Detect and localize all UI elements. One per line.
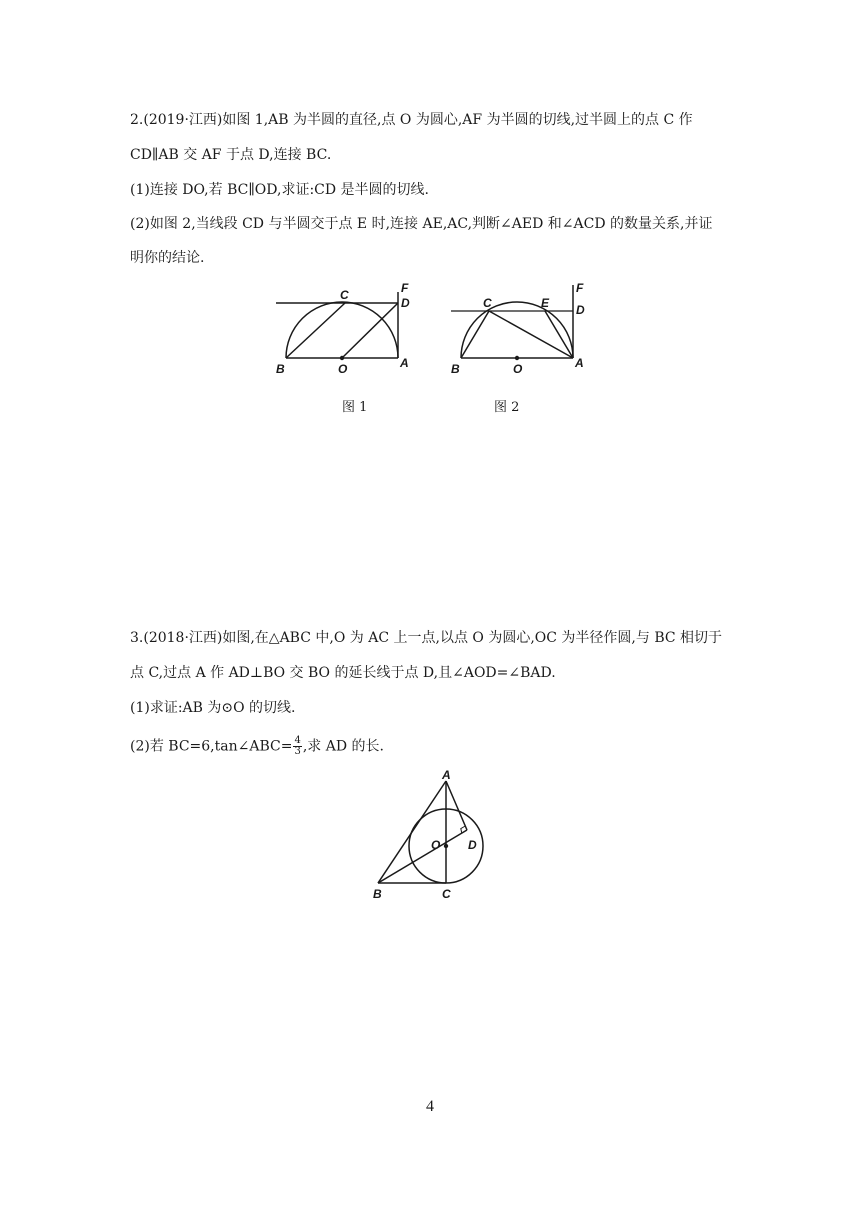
p2-part2-a: (2)如图 2,当线段 CD 与半圆交于点 E 时,连接 AE,AC,判断∠AED 和∠ACD 的数量关系,并证 [130, 216, 713, 232]
p2-line1: 2.(2019·江西)如图 1,AB 为半圆的直径,点 O 为圆心,AF 为半圆的切线,过半圆上的点 C 作 [130, 112, 693, 128]
label-o: O [513, 362, 523, 376]
label-b: B [373, 887, 382, 901]
semicircle [286, 302, 398, 358]
p3-line2: 点 C,过点 A 作 AD⊥BO 交 BO 的延长线于点 D,且∠AOD=∠BAD. [130, 665, 556, 681]
p2-line2: CD∥AB 交 AF 于点 D,连接 BC. [130, 147, 332, 163]
label-a: A [575, 356, 584, 370]
label-a: A [442, 768, 451, 782]
figure-3 [368, 765, 498, 905]
label-e: E [541, 296, 550, 310]
page-number: 4 [426, 1098, 434, 1115]
figure-2-caption: 图 2 [494, 400, 520, 415]
segment-ad [446, 781, 467, 830]
figure-1-caption: 图 1 [342, 400, 368, 415]
p3-line1: 3.(2018·江西)如图,在△ABC 中,O 为 AC 上一点,以点 O 为圆心,OC 为半径作圆,与 BC 相切于 [130, 630, 723, 646]
label-b: B [451, 362, 460, 376]
p2-part2-b: 明你的结论. [130, 250, 205, 266]
figure-2 [445, 280, 595, 380]
label-a: A [400, 356, 409, 370]
segment-ac [489, 311, 573, 358]
p3-part2 [130, 736, 384, 757]
label-d: D [468, 838, 477, 852]
center-o [340, 356, 344, 360]
label-f: F [576, 281, 584, 295]
p2-part1: (1)连接 DO,若 BC∥OD,求证:CD 是半圆的切线. [130, 182, 429, 198]
p3-part1: (1)求证:AB 为⊙O 的切线. [130, 700, 296, 716]
label-b: B [276, 362, 285, 376]
label-c: C [483, 296, 492, 310]
fraction-denominator: 3 [294, 746, 301, 757]
label-o: O [431, 838, 441, 852]
center-o [515, 356, 519, 360]
segment-ab [378, 781, 446, 883]
label-c: C [442, 887, 451, 901]
p3-part2-before: (2)若 BC=6,tan∠ABC= [130, 738, 293, 755]
p3-part2-after: ,求 AD 的长. [302, 738, 384, 755]
segment-bc [286, 303, 345, 358]
label-f: F [401, 281, 409, 295]
figure-1 [270, 280, 420, 380]
label-c: C [340, 288, 349, 302]
segment-od [342, 303, 398, 358]
fraction-numerator: 4 [294, 735, 301, 746]
label-d: D [576, 303, 585, 317]
label-o: O [338, 362, 348, 376]
center-o [444, 844, 448, 848]
label-d: D [401, 296, 410, 310]
fraction-4-3 [293, 736, 301, 757]
